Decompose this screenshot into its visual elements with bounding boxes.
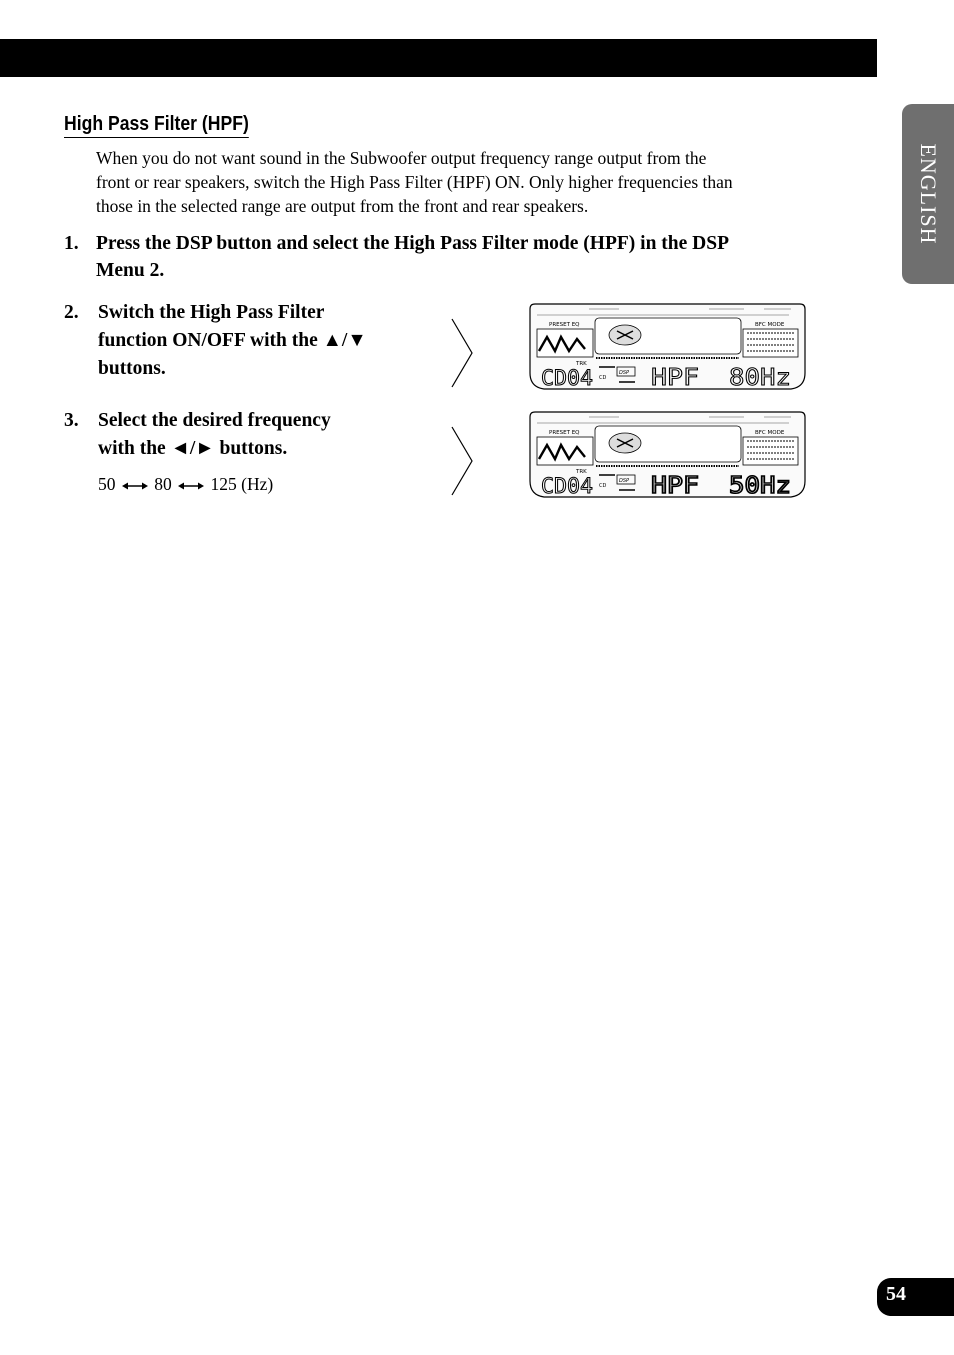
frequency-value: 125 (Hz) <box>210 474 274 494</box>
lcd-label-cd: CD <box>599 483 607 489</box>
step-number: 1. <box>64 233 79 254</box>
lcd-panel <box>529 303 806 391</box>
lcd-source: CD04 <box>541 366 593 390</box>
lcd-value: 50Hz <box>729 473 791 499</box>
double-arrow-icon <box>178 481 204 491</box>
step-line: buttons. <box>98 358 166 379</box>
page-number-badge <box>877 1278 954 1316</box>
lcd-label-preset-eq: PRESET EQ <box>549 430 580 436</box>
frequency-value: 50 <box>98 474 116 494</box>
lcd-display-hpf-50hz <box>529 411 806 504</box>
language-tab-label: ENGLISH <box>916 143 941 245</box>
lcd-label-trk: TRK <box>576 361 587 367</box>
step-text <box>98 407 331 463</box>
intro-line: front or rear speakers, switch the High Pass Filter (HPF) ON. Only higher frequencies than <box>96 172 733 192</box>
page-number: 54 <box>886 1283 906 1305</box>
step-line: with the ◄/► buttons. <box>98 438 288 459</box>
lcd-label-cd: CD <box>599 375 607 381</box>
lcd-label-dsp: DSP <box>619 478 630 484</box>
step-1 <box>64 230 854 284</box>
step-arrow-icon <box>450 426 474 496</box>
lcd-panel <box>529 411 806 499</box>
step-number: 2. <box>64 302 79 323</box>
step-line: Press the DSP button and select the High Pass Filter mode (HPF) in the DSP <box>96 233 730 254</box>
intro-line: When you do not want sound in the Subwoofer output frequency range output from the <box>96 148 707 168</box>
frequency-value: 80 <box>154 474 172 494</box>
double-arrow-icon <box>122 481 148 491</box>
frequency-cycle <box>98 474 273 495</box>
lcd-label-bfc-mode: BFC MODE <box>755 430 785 436</box>
lcd-display-hpf-80hz <box>529 303 806 396</box>
step-arrow-icon <box>450 318 474 388</box>
intro-line: those in the selected range are output from the front and rear speakers. <box>96 196 589 216</box>
lcd-label-preset-eq: PRESET EQ <box>549 322 580 328</box>
step-line: Select the desired frequency <box>98 410 331 431</box>
intro-paragraph <box>96 146 848 218</box>
lcd-label-dsp: DSP <box>619 370 630 376</box>
lcd-mode: HPF <box>651 473 699 499</box>
lcd-mode: HPF <box>651 365 699 391</box>
section-title: High Pass Filter (HPF) <box>64 113 249 138</box>
language-tab <box>902 104 954 284</box>
step-text <box>64 230 854 284</box>
step-line: function ON/OFF with the ▲/▼ <box>98 330 367 351</box>
lcd-label-trk: TRK <box>576 469 587 475</box>
step-text <box>98 299 367 383</box>
header-bar <box>0 39 877 77</box>
lcd-value: 80Hz <box>729 365 791 391</box>
step-line: Switch the High Pass Filter <box>98 302 325 323</box>
step-line: Menu 2. <box>96 260 165 281</box>
lcd-source: CD04 <box>541 474 593 498</box>
step-number: 3. <box>64 410 79 431</box>
lcd-label-bfc-mode: BFC MODE <box>755 322 785 328</box>
